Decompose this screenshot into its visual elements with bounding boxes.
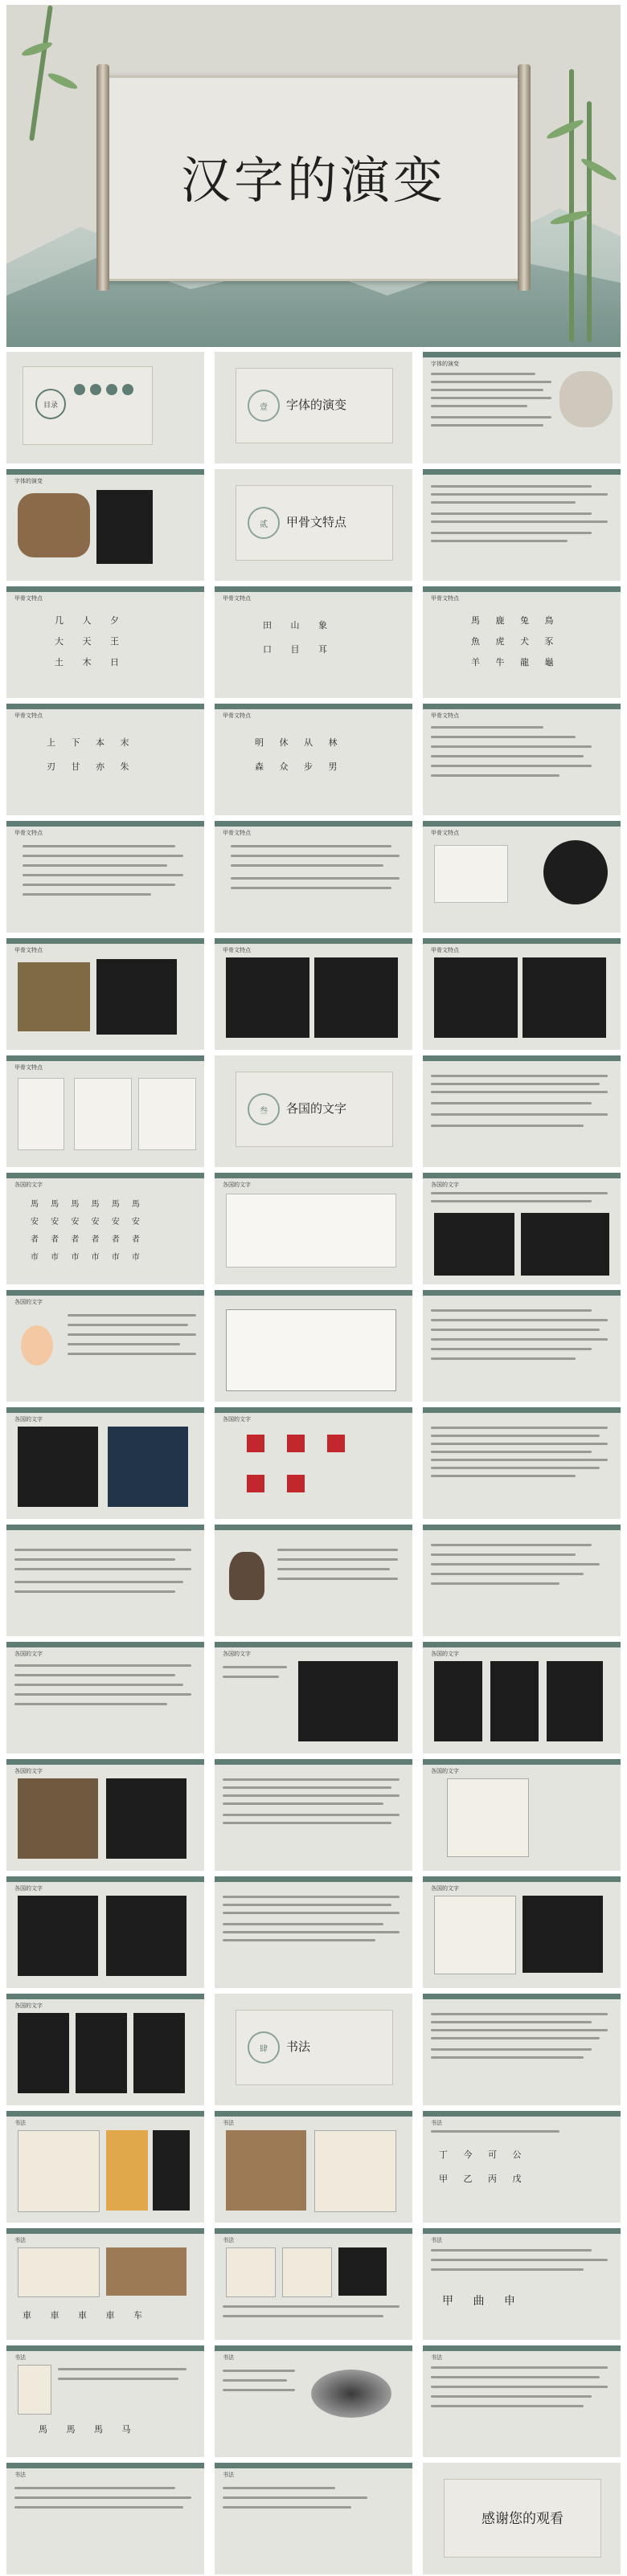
slide-states-dark-1[interactable] xyxy=(6,1407,204,1519)
slide-header: 书法 xyxy=(14,2120,26,2126)
slide-states-summary[interactable] xyxy=(6,1525,204,1636)
seal-mark xyxy=(287,1475,305,1492)
slide-calligraphy-brush[interactable] xyxy=(215,2345,412,2457)
section-title: 书法 xyxy=(286,2039,311,2054)
toc-label: 目录 xyxy=(35,389,66,419)
slide-header: 各国的文字 xyxy=(223,1182,251,1188)
slide-calligraphy-chars[interactable]: 书法 丁 今 可 公 甲 乙 丙 戊 xyxy=(423,2111,621,2223)
slide-states-rubbings[interactable] xyxy=(423,1173,621,1284)
slide-header: 甲骨文特点 xyxy=(223,830,251,836)
slide-header: 书法 xyxy=(14,2472,26,2478)
slide-states-list[interactable] xyxy=(423,1525,621,1636)
seal-mark xyxy=(287,1435,305,1452)
slide-section-3[interactable] xyxy=(215,1055,412,1167)
slide-header: 甲骨文特点 xyxy=(14,947,43,953)
slide-bronze-vessel[interactable] xyxy=(6,938,204,1050)
slide-header: 书法 xyxy=(223,2120,234,2126)
slide-jiagu-chars-3[interactable]: 甲骨文特点 馬 鹿 兔 鳥 魚 虎 犬 豕 羊 牛 龍 龜 xyxy=(423,586,621,698)
slide-states-notes[interactable] xyxy=(423,1290,621,1402)
slide-calligraphy-text[interactable] xyxy=(423,1994,621,2105)
slide-header: 各国的文字 xyxy=(431,1768,459,1774)
slide-header: 书法 xyxy=(223,2472,234,2478)
toc-dot-2 xyxy=(90,384,101,395)
slide-states-para[interactable] xyxy=(423,1407,621,1519)
slide-states-dark-2[interactable] xyxy=(215,1642,412,1753)
slide-states-table[interactable] xyxy=(215,1290,412,1402)
seal-mark xyxy=(327,1435,345,1452)
slide-jiagu-text[interactable] xyxy=(423,469,621,581)
slide-states-dark-5[interactable] xyxy=(6,1994,204,2105)
bamboo-stalk xyxy=(587,101,592,342)
ending-title: 感谢您的观看 xyxy=(482,2511,563,2527)
slide-jinwen-intro[interactable] xyxy=(6,821,204,933)
bamboo-stalk xyxy=(569,69,574,342)
slide-section-1[interactable] xyxy=(215,352,412,463)
slide-states-scrolls[interactable] xyxy=(6,1759,204,1871)
slide-calligraphy-works-1[interactable] xyxy=(6,2111,204,2223)
slide-header: 甲骨文特点 xyxy=(14,830,43,836)
ending-card xyxy=(444,2479,601,2558)
slide-header: 甲骨文特点 xyxy=(431,947,459,953)
slide-jiagu-list[interactable] xyxy=(423,704,621,815)
slide-header: 书法 xyxy=(223,2354,234,2361)
slide-jiagu-chars-1[interactable]: 甲骨文特点 几 人 夕 大 天 王 土 木 日 xyxy=(6,586,204,698)
slide-header: 各国的文字 xyxy=(14,1768,43,1774)
slide-calligraphy-evolution[interactable] xyxy=(215,2228,412,2340)
slide-header: 书法 xyxy=(14,2237,26,2243)
slide-section-4[interactable] xyxy=(215,1994,412,2105)
slide-toc[interactable] xyxy=(6,352,204,463)
toc-dot-4 xyxy=(122,384,133,395)
slide-header: 书法 xyxy=(431,2237,442,2243)
slide-header: 甲骨文特点 xyxy=(223,595,251,602)
slide-rubbings-1[interactable] xyxy=(215,938,412,1050)
slide-calligraphy-notes[interactable]: 书法 甲 曲 申 xyxy=(423,2228,621,2340)
slide-header: 甲骨文特点 xyxy=(431,712,459,719)
slide-states-clerical[interactable] xyxy=(423,1759,621,1871)
slide-jiagu-chars-2[interactable]: 甲骨文特点 田 山 象 口 目 耳 xyxy=(215,586,412,698)
slide-header: 各国的文字 xyxy=(14,2002,43,2009)
slide-states-seals[interactable] xyxy=(215,1407,412,1519)
section-title: 甲骨文特点 xyxy=(286,515,347,529)
slide-states-chars-1[interactable]: 各国的文字 馬 馬 馬 馬 馬 馬 安 安 安 安 安 安 者 者 者 者 者 者 市 市 市 市 市 市 xyxy=(6,1173,204,1284)
toc-dot-3 xyxy=(106,384,117,395)
slide-header: 各国的文字 xyxy=(14,1416,43,1423)
slide-states-child[interactable] xyxy=(6,1290,204,1402)
slide-header: 各国的文字 xyxy=(14,1651,43,1657)
slide-calligraphy-text-4[interactable] xyxy=(215,2463,412,2574)
slide-evolution-photos[interactable] xyxy=(6,469,204,581)
slide-jinwen-images[interactable] xyxy=(423,821,621,933)
slide-header: 书法 xyxy=(14,2354,26,2361)
section-card xyxy=(236,2010,393,2085)
slide-calligraphy-works-2[interactable] xyxy=(215,2111,412,2223)
slide-evolution-intro[interactable] xyxy=(423,352,621,463)
slide-header: 甲骨文特点 xyxy=(223,947,251,953)
seal-mark xyxy=(247,1475,264,1492)
slide-states-para-3[interactable] xyxy=(215,1876,412,1988)
slide-header: 甲骨文特点 xyxy=(431,830,459,836)
ink-brush-stroke xyxy=(311,2370,391,2418)
slide-calligraphy-text-3[interactable] xyxy=(6,2463,204,2574)
slide-rubbings-2[interactable] xyxy=(423,938,621,1050)
slide-header: 甲骨文特点 xyxy=(431,595,459,602)
slide-header: 字体的演变 xyxy=(431,361,459,367)
slide-header: 书法 xyxy=(223,2237,234,2243)
section-title: 字体的演变 xyxy=(286,398,347,412)
section-number: 叁 xyxy=(248,1093,280,1125)
slide-states-regular[interactable] xyxy=(423,1876,621,1988)
slide-header: 书法 xyxy=(431,2120,442,2126)
slide-header: 各国的文字 xyxy=(223,1416,251,1423)
bamboo-leaf xyxy=(20,39,53,58)
slide-header: 书法 xyxy=(431,2354,442,2361)
bamboo-leaf xyxy=(580,156,618,183)
slide-header: 字体的演变 xyxy=(14,478,43,484)
seal-mark xyxy=(247,1435,264,1452)
slide-header: 甲骨文特点 xyxy=(14,1064,43,1071)
slide-calligraphy-text-2[interactable] xyxy=(423,2345,621,2457)
slide-header: 甲骨文特点 xyxy=(14,712,43,719)
slide-header: 甲骨文特点 xyxy=(14,595,43,602)
slide-calligraphy-ma[interactable]: 书法 馬 馬 馬 马 xyxy=(6,2345,204,2457)
slide-ending[interactable] xyxy=(423,2463,621,2574)
cover-slide xyxy=(6,5,621,347)
slide-jiagu-script[interactable] xyxy=(6,1055,204,1167)
toc-dot-1 xyxy=(74,384,85,395)
bamboo-leaf xyxy=(47,71,79,92)
slide-jiagu-chars-5[interactable]: 甲骨文特点 明 休 从 林 森 众 步 男 xyxy=(215,704,412,815)
slide-header: 甲骨文特点 xyxy=(223,712,251,719)
slide-states-para-2[interactable] xyxy=(215,1759,412,1871)
slide-states-chars-2[interactable] xyxy=(215,1173,412,1284)
slide-states-text[interactable] xyxy=(423,1055,621,1167)
slide-states-dark-3[interactable] xyxy=(423,1642,621,1753)
slide-header: 各国的文字 xyxy=(14,1299,43,1305)
slide-jinwen-text[interactable] xyxy=(215,821,412,933)
slide-calligraphy-vehicle[interactable]: 书法 車 車 車 車 车 xyxy=(6,2228,204,2340)
slide-states-figure[interactable] xyxy=(215,1525,412,1636)
section-card xyxy=(236,485,393,561)
slide-states-dark-4[interactable] xyxy=(6,1876,204,1988)
section-number: 贰 xyxy=(248,507,280,539)
slide-header: 各国的文字 xyxy=(14,1182,43,1188)
slide-header: 各国的文字 xyxy=(14,1885,43,1892)
cover-title: 汉字的演变 xyxy=(180,150,446,210)
slide-jiagu-chars-4[interactable]: 甲骨文特点 上 下 本 末 刃 甘 亦 朱 xyxy=(6,704,204,815)
slide-header: 各国的文字 xyxy=(431,1651,459,1657)
section-number: 肆 xyxy=(248,2031,280,2064)
section-card xyxy=(236,368,393,443)
section-title: 各国的文字 xyxy=(286,1101,347,1116)
section-number: 壹 xyxy=(248,390,280,422)
slide-header: 各国的文字 xyxy=(431,1182,459,1188)
bamboo-leaf xyxy=(545,117,585,141)
slide-header: 各国的文字 xyxy=(223,1651,251,1657)
slide-states-text-2[interactable] xyxy=(6,1642,204,1753)
section-card xyxy=(236,1072,393,1147)
slide-section-2[interactable] xyxy=(215,469,412,581)
slide-header: 各国的文字 xyxy=(431,1885,459,1892)
